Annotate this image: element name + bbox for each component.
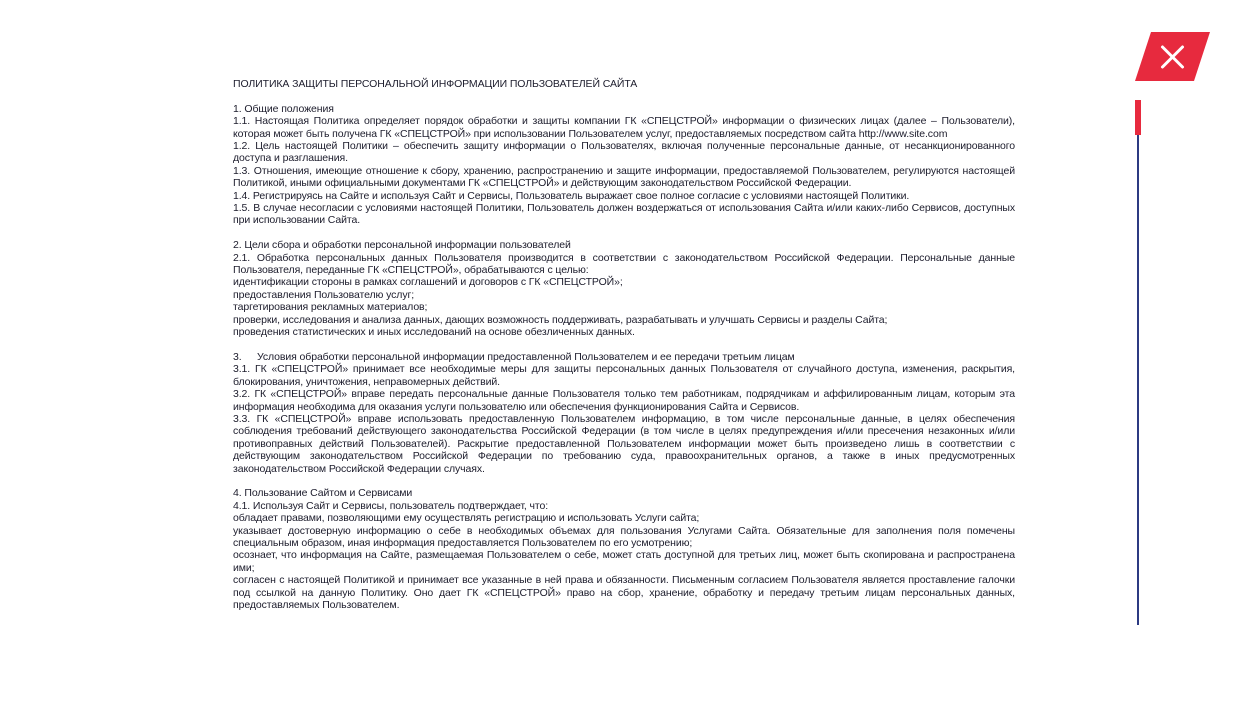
policy-document: [233, 78, 1015, 611]
policy-list-item: обладает правами, позволяющими ему осуществлять регистрацию и использовать Услуги сайта;: [233, 512, 700, 525]
policy-paragraph: 1.3. Отношения, имеющие отношение к сбору, хранению, распространению и защите информации, предоставляемой Пользователем, регулируются настоящей Политикой, иными официальными документами ГК «СПЕЦСТРОЙ» и действующим законодательством Российской Федерации.: [233, 164, 1015, 190]
policy-paragraph: 4.1. Используя Сайт и Сервисы, пользователь подтверждает, что:: [233, 499, 549, 512]
policy-paragraph: 3.1. ГК «СПЕЦСТРОЙ» принимает все необходимые меры для защиты персональных данных Пользователя от случайного доступа, изменения, раскрытия, блокирования, уничтожения, неправомерных действий.: [233, 363, 1015, 388]
policy-section-goals: [233, 239, 1015, 338]
policy-list-item: осознает, что информация на Сайте, размещаемая Пользователем о себе, может стать доступной для третьих лиц, может быть скопирована и распространена ими;: [233, 549, 1015, 574]
scrollbar-thumb[interactable]: [1135, 100, 1141, 135]
section-heading: 2. Цели сбора и обработки персональной информации пользователей: [233, 239, 571, 252]
policy-paragraph: 3.3. ГК «СПЕЦСТРОЙ» вправе использовать предоставленную Пользователем информацию, в том числе персональные данные, в целях обеспечения соблюдения требований действующего законодательства Российской Федерации (в том числе в целях предупреждения и/или пресечения незаконных и/или противоправных действий Пользователей). Раскрытие предоставленной Пользователем информации может быть произведено лишь в соответствии с действующим законодательством Российской Федерации по требованию суда, правоохранительных органов, а также в иных предусмотренных законодательством Российской Федерации случаях.: [233, 412, 1015, 475]
section-heading: 1. Общие положения: [233, 102, 334, 115]
policy-list-item: проверки, исследования и анализа данных, дающих возможность поддерживать, разрабатывать и улучшать Сервисы и разделы Сайта;: [233, 313, 888, 326]
policy-section-usage: [233, 487, 1015, 611]
policy-paragraph: 2.1. Обработка персональных данных Пользователя производится в соответствии с законодательством Российской Федерации. Персональные данные Пользователя, переданные ГК «СПЕЦСТРОЙ», обрабатываются с целью:: [233, 251, 1015, 277]
policy-list-item: таргетирования рекламных материалов;: [233, 301, 428, 314]
section-heading: 4. Пользование Сайтом и Сервисами: [233, 487, 413, 500]
policy-section-processing: [233, 351, 1015, 475]
policy-paragraph: 1.4. Регистрируясь на Сайте и используя Сайт и Сервисы, Пользователь выражает свое полное согласие с условиями настоящей Политики.: [233, 189, 910, 202]
policy-list-item: идентификации стороны в рамках соглашений и договоров с ГК «СПЕЦСТРОЙ»;: [233, 276, 623, 289]
policy-list-item: предоставления Пользователю услуг;: [233, 288, 415, 301]
section-heading-number: 3.: [233, 350, 242, 363]
policy-paragraph: 1.2. Цель настоящей Политики – обеспечить защиту информации о Пользователях, включая полученные персональные данные, от несанкционированного доступа и разглашения.: [233, 140, 1015, 165]
section-heading: [233, 351, 1015, 363]
policy-paragraph: 3.2. ГК «СПЕЦСТРОЙ» вправе передать персональные данные Пользователя только тем работникам, подрядчикам и аффилированным лицам, которым эта информация необходима для оказания услуги пользователю или обеспечения функционирования Сайта и Сервисов.: [233, 388, 1015, 413]
close-icon: [1135, 32, 1210, 81]
section-heading-text: Условия обработки персональной информации предоставленной Пользователем и ее передачи третьим лицам: [257, 350, 795, 363]
scrollbar-track[interactable]: [1137, 100, 1139, 625]
policy-paragraph: 1.5. В случае несогласии с условиями настоящей Политики, Пользователь должен воздержаться от использования Сайта и/или каких-либо Сервисов, доступных при использовании Сайта.: [233, 202, 1015, 227]
policy-list-item: согласен с настоящей Политикой и принимает все указанные в ней права и обязанности. Письменным согласием Пользователя является проставление галочки под ссылкой на данную Политику. Оно дает ГК «СПЕЦСТРОЙ» право на сбор, хранение, обработку и передачу третьим лицам персональных данных, предоставляемых Пользователем.: [233, 574, 1015, 611]
close-button[interactable]: [1135, 32, 1210, 81]
policy-list-item: проведения статистических и иных исследований на основе обезличенных данных.: [233, 326, 635, 339]
policy-list-item: указывает достоверную информацию о себе в необходимых объемах для пользования Услугами Сайта. Обязательные для заполнения поля помечены специальным образом, иная информация предоставляется Пользователем по его усмотрению;: [233, 524, 1015, 549]
policy-title: ПОЛИТИКА ЗАЩИТЫ ПЕРСОНАЛЬНОЙ ИНФОРМАЦИИ ПОЛЬЗОВАТЕЛЕЙ САЙТА: [233, 78, 638, 90]
policy-paragraph: 1.1. Настоящая Политика определяет порядок обработки и защиты компании ГК «СПЕЦСТРОЙ» информации о физических лицах (далее – Пользователи), которая может быть получена ГК «СПЕЦСТРОЙ» при использовании Пользователем услуг, предоставляемых посредством сайта http://www.site.com: [233, 115, 1015, 140]
policy-section-general: [233, 103, 1015, 227]
